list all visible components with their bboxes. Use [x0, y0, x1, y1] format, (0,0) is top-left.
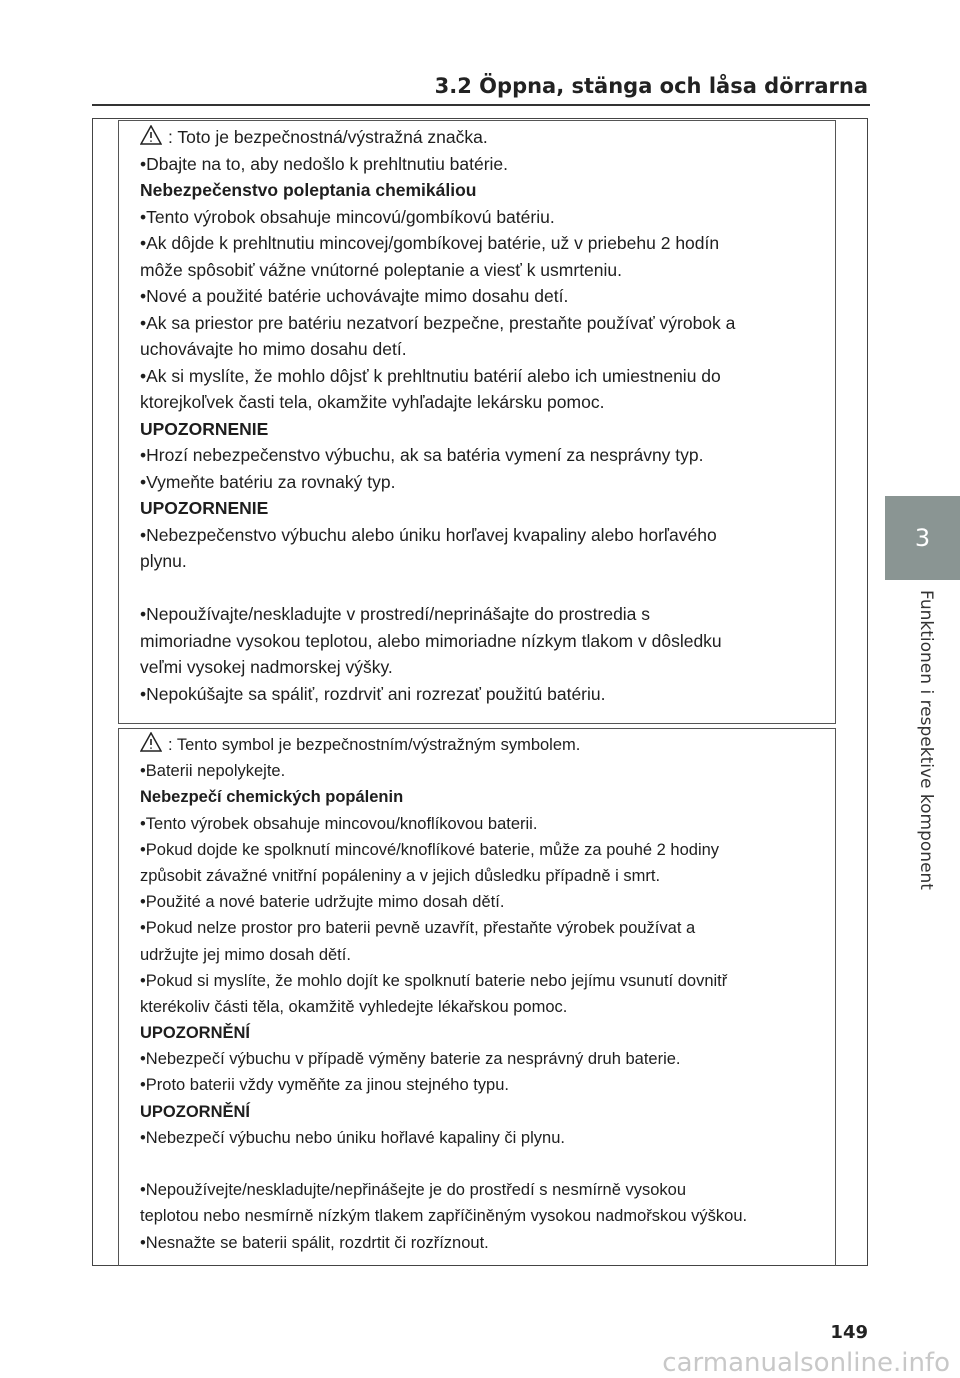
text-line — [140, 442, 830, 469]
warning-triangle-icon — [140, 732, 162, 752]
text-line — [140, 469, 830, 496]
text-line-content: : Toto je bezpečnostná/výstražná značka. — [168, 127, 488, 147]
text-line-content: •Dbajte na to, aby nedošlo k prehltnutiu batérie. — [140, 153, 509, 174]
text-line — [140, 628, 830, 655]
text-line-content: •Pokud nelze prostor pro baterii pevně uzavřít, přestaňte výrobek používat a — [140, 919, 696, 938]
text-line-content: mimoriadne vysokou teplotou, alebo mimoriadne nízkym tlakom v dôsledku — [140, 630, 722, 651]
text-line-content: plynu. — [140, 551, 187, 571]
text-line — [140, 889, 830, 915]
text-line — [140, 863, 830, 889]
text-line — [140, 522, 830, 549]
text-line — [140, 968, 830, 994]
page-number: 149 — [830, 1322, 868, 1343]
text-line-content: •Pokud si myslíte, že mohlo dojít ke spolknutí baterie nebo jejímu vsunutí dovnitř — [140, 971, 728, 990]
text-line-content: •Ak si myslíte, že mohlo dôjsť k prehltnutiu batérií alebo ich umiestneniu do — [140, 365, 721, 386]
text-line — [140, 363, 830, 390]
text-line-content: •Nepoužívajte/neskladujte v prostredí/neprinášajte do prostredia s — [140, 604, 651, 624]
text-line — [140, 336, 830, 363]
header-title: 3.2 Öppna, stänga och låsa dörrarna — [434, 74, 868, 98]
text-line — [140, 548, 830, 575]
text-line — [140, 575, 830, 602]
text-line-content: •Hrozí nebezpečenstvo výbuchu, ak sa batéria vymení za nesprávny typ. — [140, 445, 704, 465]
text-line-content: •Ak dôjde k prehltnutiu mincovej/gombíkovej batérie, už v priebehu 2 hodín — [140, 233, 720, 253]
text-line — [140, 204, 830, 231]
text-line — [140, 177, 830, 204]
text-line-content: ktorejkoľvek časti tela, okamžite vyhľadajte lekársku pomoc. — [140, 392, 605, 412]
text-line — [140, 758, 830, 784]
text-line — [140, 416, 830, 443]
text-line — [140, 310, 830, 337]
text-line-content: •Proto baterii vždy vyměňte za jinou stejného typu. — [140, 1076, 509, 1095]
text-line — [140, 230, 830, 257]
text-line-content: Nebezpečí chemických popálenin — [140, 788, 404, 807]
text-line — [140, 151, 830, 178]
text-line — [140, 1020, 830, 1046]
text-line — [140, 601, 830, 628]
text-line-content: : Tento symbol je bezpečnostním/výstražným symbolem. — [168, 736, 581, 754]
text-line — [140, 942, 830, 968]
text-line-content: •Tento výrobek obsahuje mincovou/knoflíkovou baterii. — [140, 814, 538, 833]
text-line-content: •Nepoužívejte/neskladujte/nepřinášejte je do prostředí s nesmírně vysokou — [140, 1181, 686, 1200]
text-line — [140, 124, 830, 151]
text-line — [140, 1072, 830, 1098]
text-line — [140, 495, 830, 522]
text-line-content: •Nebezpečí výbuchu nebo úniku hořlavé kapaliny či plynu. — [140, 1128, 565, 1147]
text-line — [140, 283, 830, 310]
text-line — [140, 784, 830, 810]
text-line-content: veľmi vysokej nadmorskej výšky. — [140, 657, 393, 677]
text-line-content: Nebezpečenstvo poleptania chemikáliou — [140, 180, 477, 200]
text-line-content: •Tento výrobok obsahuje mincovú/gombíkovú batériu. — [140, 206, 555, 227]
text-line-content: môže spôsobiť vážne vnútorné poleptanie a viesť k usmrteniu. — [140, 259, 623, 280]
text-line-content: kterékoliv části těla, okamžitě vyhledejte lékařskou pomoc. — [140, 997, 568, 1016]
text-line — [140, 1046, 830, 1072]
text-line — [140, 915, 830, 941]
text-line — [140, 1203, 830, 1229]
text-line — [140, 1125, 830, 1151]
text-line-content: uchovávajte ho mimo dosahu detí. — [140, 339, 407, 359]
warning-triangle-icon — [140, 125, 162, 145]
header-rule — [92, 104, 870, 106]
text-line-content: udržujte jej mimo dosah dětí. — [140, 945, 351, 964]
watermark: carmanualsonline.info — [662, 1348, 950, 1378]
text-line-content: •Ak sa priestor pre batériu nezatvorí bezpečne, prestaňte používať výrobok a — [140, 312, 736, 333]
text-line — [140, 257, 830, 284]
text-line-content: UPOZORNĚNÍ — [140, 1024, 251, 1043]
text-line-content: •Použité a nové baterie udržujte mimo dosah dětí. — [140, 893, 505, 912]
chapter-label: Funktionen i respektive komponent — [916, 590, 936, 890]
text-line-content: •Nové a použité batérie uchovávajte mimo dosahu detí. — [140, 286, 569, 306]
chapter-tab: 3 — [885, 496, 960, 580]
text-line — [140, 1099, 830, 1125]
text-line — [140, 681, 830, 708]
text-line — [140, 1230, 830, 1256]
text-line-content: •Vymeňte batériu za rovnaký typ. — [140, 471, 396, 492]
text-line-content: •Nepokúšajte sa spáliť, rozdrviť ani rozrezať použitú batériu. — [140, 683, 606, 704]
slovak-warning-text — [140, 124, 830, 707]
text-line-content: •Nesnažte se baterii spálit, rozdrtit či rozříznout. — [140, 1233, 489, 1252]
text-line — [140, 654, 830, 681]
text-line-content: teplotou nebo nesmírně nízkým tlakem zapříčiněným vysokou nadmořskou výškou. — [140, 1207, 748, 1226]
text-line — [140, 837, 830, 863]
text-line — [140, 732, 830, 758]
text-line-content: způsobit závažné vnitřní popáleniny a v jejich důsledku případně i smrt. — [140, 866, 661, 885]
text-line — [140, 1177, 830, 1203]
text-line — [140, 811, 830, 837]
text-line-content: UPOZORNENIE — [140, 498, 269, 518]
text-line — [140, 1151, 830, 1177]
text-line-content: UPOZORNENIE — [140, 418, 269, 439]
text-line-content: •Pokud dojde ke spolknutí mincové/knoflíkové baterie, může za pouhé 2 hodiny — [140, 840, 720, 859]
text-line — [140, 994, 830, 1020]
text-line-content: UPOZORNĚNÍ — [140, 1102, 251, 1121]
czech-warning-text — [140, 732, 830, 1256]
text-line-content: •Nebezpečí výbuchu v případě výměny baterie za nesprávný druh baterie. — [140, 1050, 681, 1069]
text-line-content: •Nebezpečenstvo výbuchu alebo úniku horľavej kvapaliny alebo horľavého — [140, 524, 717, 545]
text-line — [140, 389, 830, 416]
text-line-content: •Baterii nepolykejte. — [140, 762, 286, 781]
